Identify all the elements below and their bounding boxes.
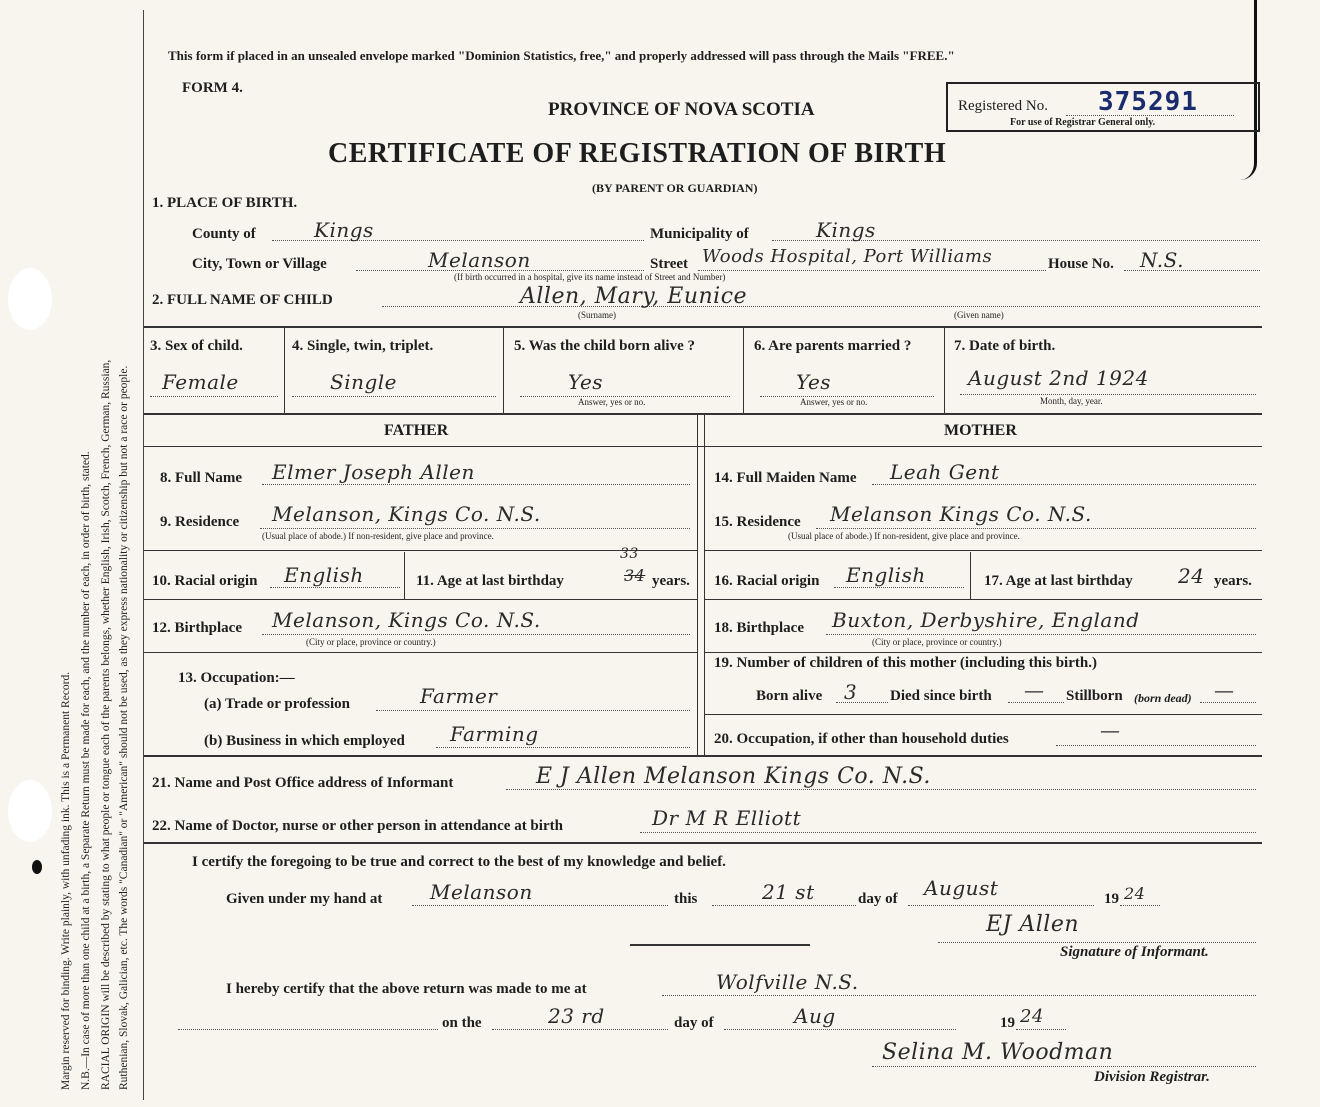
born-alive-value: 3 [844, 680, 858, 704]
registered-label: Registered No. [958, 98, 1048, 114]
registered-box [946, 82, 1260, 132]
street-label: Street [650, 256, 689, 272]
registrar-year-prefix: 19 [1000, 1015, 1015, 1031]
registrar-day-of: day of [674, 1015, 714, 1031]
father-business-value: Farming [450, 722, 539, 746]
informant-label: 21. Name and Post Office address of Informant [152, 775, 454, 791]
certify-day-value: 21 st [762, 880, 815, 904]
mother-res-label: 15. Residence [714, 514, 801, 530]
row-top-rule [144, 326, 1262, 328]
father-trade-line [376, 710, 690, 711]
mother-heading: MOTHER [944, 422, 1017, 439]
father-rule-1 [144, 550, 697, 551]
registrar-place-value: Wolfville N.S. [716, 970, 859, 994]
father-birthplace-note: (City or place, province or country.) [306, 637, 436, 647]
given-place-value: Melanson [430, 880, 533, 904]
plural-label: 4. Single, twin, triplet. [292, 338, 434, 354]
certificate-subtitle: (BY PARENT OR GUARDIAN) [592, 181, 758, 195]
registrar-day-value: 23 rd [548, 1004, 605, 1028]
father-heading: FATHER [384, 422, 449, 439]
sex-value: Female [162, 370, 239, 394]
registrar-text: I hereby certify that the above return was made to me at [226, 981, 587, 997]
mother-res-note: (Usual place of abode.) If non-resident, give place and province. [788, 531, 1020, 541]
born-alive-label: Born alive [756, 688, 823, 704]
father-racial-divider [404, 552, 405, 599]
certificate-title: CERTIFICATE OF REGISTRATION OF BIRTH [328, 138, 947, 169]
place-heading: 1. PLACE OF BIRTH. [152, 195, 298, 211]
alive-note: Answer, yes or no. [578, 397, 646, 407]
father-trade-label: (a) Trade or profession [204, 696, 350, 712]
registrar-year-line [1016, 1029, 1066, 1030]
dob-note: Month, day, year. [1040, 396, 1103, 406]
doctor-value: Dr M R Elliott [652, 806, 802, 830]
sex-label: 3. Sex of child. [150, 338, 243, 354]
mother-rule-4 [704, 714, 1262, 715]
father-res-note: (Usual place of abode.) If non-resident, give place and province. [262, 531, 494, 541]
house-value: N.S. [1140, 248, 1184, 272]
heading-rule [144, 446, 1262, 447]
mother-name-label: 14. Full Maiden Name [714, 470, 857, 486]
registrar-caption: Division Registrar. [1094, 1069, 1210, 1085]
registrar-signature-line [872, 1066, 1256, 1067]
died-value: — [1024, 678, 1045, 702]
father-years: years. [652, 573, 690, 589]
mother-rule-2 [704, 599, 1262, 600]
dob-label: 7. Date of birth. [954, 338, 1056, 354]
columns-bottom-rule [144, 755, 1262, 757]
registrar-place-line [662, 995, 1256, 996]
mother-res-line [816, 528, 1256, 529]
certify-year-line [1120, 905, 1160, 906]
form-left-border [143, 10, 144, 1100]
alive-label: 5. Was the child born alive ? [514, 338, 695, 354]
plural-value: Single [330, 370, 398, 394]
stillborn-note: (born dead) [1134, 691, 1192, 705]
form-number: FORM 4. [182, 80, 243, 96]
father-name-line [262, 484, 690, 485]
father-rule-3 [144, 652, 697, 653]
mother-years: years. [1214, 573, 1252, 589]
this-label: this [674, 891, 698, 907]
registrar-year-value: 24 [1020, 1006, 1044, 1027]
mother-birthplace-note: (City or place, province or country.) [872, 637, 1002, 647]
child-name-label: 2. FULL NAME OF CHILD [152, 292, 333, 308]
father-racial-label: 10. Racial origin [152, 573, 258, 589]
father-rule-2 [144, 599, 697, 600]
informant-signature: EJ Allen [986, 912, 1080, 937]
dob-value: August 2nd 1924 [968, 366, 1149, 390]
father-birthplace-line [262, 634, 690, 635]
registrar-month-value: Aug [794, 1004, 836, 1028]
city-value: Melanson [428, 248, 531, 272]
certify-day-line [712, 905, 856, 906]
certify-month-line [908, 905, 1094, 906]
registrar-on-the: on the [442, 1015, 482, 1031]
certify-day-of: day of [858, 891, 898, 907]
children-label: 19. Number of children of this mother (including this birth.) [714, 655, 1097, 671]
father-age-struck: 34 [624, 566, 646, 585]
dob-line [960, 394, 1256, 395]
mother-name-line [872, 484, 1256, 485]
column-divider-b [704, 415, 705, 755]
father-res-line [260, 528, 690, 529]
informant-line [506, 789, 1256, 790]
registered-line [1066, 115, 1234, 116]
mother-rule-1 [704, 550, 1262, 551]
father-birthplace-value: Melanson, Kings Co. N.S. [272, 608, 541, 632]
given-label: Given under my hand at [226, 891, 383, 907]
divider-4 [944, 328, 945, 413]
divider-2 [503, 328, 504, 413]
mother-racial-label: 16. Racial origin [714, 573, 820, 589]
father-res-label: 9. Residence [160, 514, 240, 530]
married-note: Answer, yes or no. [800, 397, 868, 407]
divider-1 [284, 328, 285, 413]
died-line [1008, 702, 1064, 703]
registrar-day-line [492, 1029, 668, 1030]
mother-name-value: Leah Gent [890, 460, 1000, 484]
mother-racial-divider [970, 552, 971, 599]
mother-occupation-label: 20. Occupation, if other than household duties [714, 731, 1009, 747]
ink-dot [32, 860, 42, 874]
county-value: Kings [314, 218, 374, 242]
married-value: Yes [796, 370, 832, 394]
father-name-label: 8. Full Name [160, 470, 243, 486]
mother-rule-3 [704, 652, 1262, 653]
given-place-line [412, 905, 668, 906]
registered-number: 375291 [1098, 87, 1198, 117]
married-label: 6. Are parents married ? [754, 338, 912, 354]
informant-signature-caption: Signature of Informant. [1060, 944, 1209, 960]
registrar-lead-line [178, 1029, 438, 1030]
column-divider-a [697, 415, 698, 755]
street-line [698, 270, 1046, 271]
mother-birthplace-value: Buxton, Derbyshire, England [832, 608, 1140, 632]
stillborn-line [1200, 702, 1256, 703]
doctor-line [640, 832, 1256, 833]
mother-occupation-line [1056, 745, 1256, 746]
divider-3 [743, 328, 744, 413]
father-age-value: 33 [620, 546, 639, 562]
margin-line-1: Margin reserved for binding. Write plainly, with unfading ink. This is a Permanent Record. [60, 671, 72, 1090]
row-bottom-rule [144, 413, 1262, 415]
plural-line [292, 396, 496, 397]
stillborn-value: — [1214, 678, 1235, 702]
father-name-value: Elmer Joseph Allen [272, 460, 475, 484]
informant-signature-line [938, 942, 1256, 943]
surname-note: (Surname) [578, 310, 616, 320]
certify-year-value: 24 [1124, 884, 1146, 903]
margin-line-4: Ruthenian, Slovak, Galician, etc. The words "Canadian" or "American" should not be used, as they express nationality or citizenship but not a race or people. [118, 365, 130, 1090]
registrar-month-line [724, 1029, 956, 1030]
certify-year-prefix: 19 [1104, 891, 1119, 907]
alive-value: Yes [568, 370, 604, 394]
mother-birthplace-line [826, 634, 1256, 635]
died-label: Died since birth [890, 688, 992, 704]
certify-month-value: August [924, 876, 999, 900]
mother-age-value: 24 [1178, 564, 1205, 588]
margin-line-3: RACIAL ORIGIN will be described by stating to what people or tongue each of the parents belongs, whether English, Irish, Scotch, French, German, Russian, [100, 359, 112, 1090]
mother-age-label: 17. Age at last birthday [984, 573, 1133, 589]
father-business-line [436, 747, 690, 748]
child-name-line [382, 306, 1260, 307]
mother-birthplace-label: 18. Birthplace [714, 620, 804, 636]
margin-line-2: N.B.—In case of more than one child at a birth, a Separate Return must be made for each, and the number of each, in order of birth, stated. [80, 451, 92, 1090]
mother-racial-value: English [846, 563, 926, 587]
father-res-value: Melanson, Kings Co. N.S. [272, 502, 541, 526]
certify-text: I certify the foregoing to be true and correct to the best of my knowledge and belief. [192, 854, 726, 870]
house-label: House No. [1048, 256, 1114, 272]
father-business-label: (b) Business in which employed [204, 733, 405, 749]
mother-res-value: Melanson Kings Co. N.S. [830, 502, 1092, 526]
father-racial-line [270, 587, 400, 588]
mother-occupation-value: — [1100, 718, 1121, 742]
doctor-label: 22. Name of Doctor, nurse or other person in attendance at birth [152, 818, 563, 834]
county-label: County of [192, 226, 256, 242]
binding-hole-top [8, 268, 52, 330]
certify-top-rule [144, 842, 1262, 844]
registrar-note: For use of Registrar General only. [1010, 117, 1156, 128]
municipality-value: Kings [816, 218, 876, 242]
father-occupation-label: 13. Occupation:— [178, 670, 295, 686]
city-label: City, Town or Village [192, 256, 327, 272]
street-value: Woods Hospital, Port Williams [702, 246, 993, 267]
mailing-notice: This form if placed in an unsealed envelope marked "Dominion Statistics, free," and properly addressed will pass through the Mails "FREE." [168, 48, 955, 63]
father-birthplace-label: 12. Birthplace [152, 620, 242, 636]
father-age-label: 11. Age at last birthday [416, 573, 564, 589]
province-heading: PROVINCE OF NOVA SCOTIA [548, 99, 815, 120]
registrar-signature: Selina M. Woodman [882, 1040, 1114, 1065]
registrar-divider [630, 944, 810, 946]
sex-line [150, 396, 278, 397]
given-name-note: (Given name) [954, 310, 1004, 320]
binding-hole-bottom [8, 780, 52, 842]
hospital-note: (If birth occurred in a hospital, give its name instead of Street and Number) [454, 272, 726, 282]
stillborn-label: Stillborn [1066, 688, 1123, 704]
child-name-value: Allen, Mary, Eunice [520, 284, 748, 309]
informant-value: E J Allen Melanson Kings Co. N.S. [536, 764, 931, 789]
father-racial-value: English [284, 563, 364, 587]
municipality-label: Municipality of [650, 226, 749, 242]
mother-racial-line [834, 587, 964, 588]
father-trade-value: Farmer [420, 684, 498, 708]
